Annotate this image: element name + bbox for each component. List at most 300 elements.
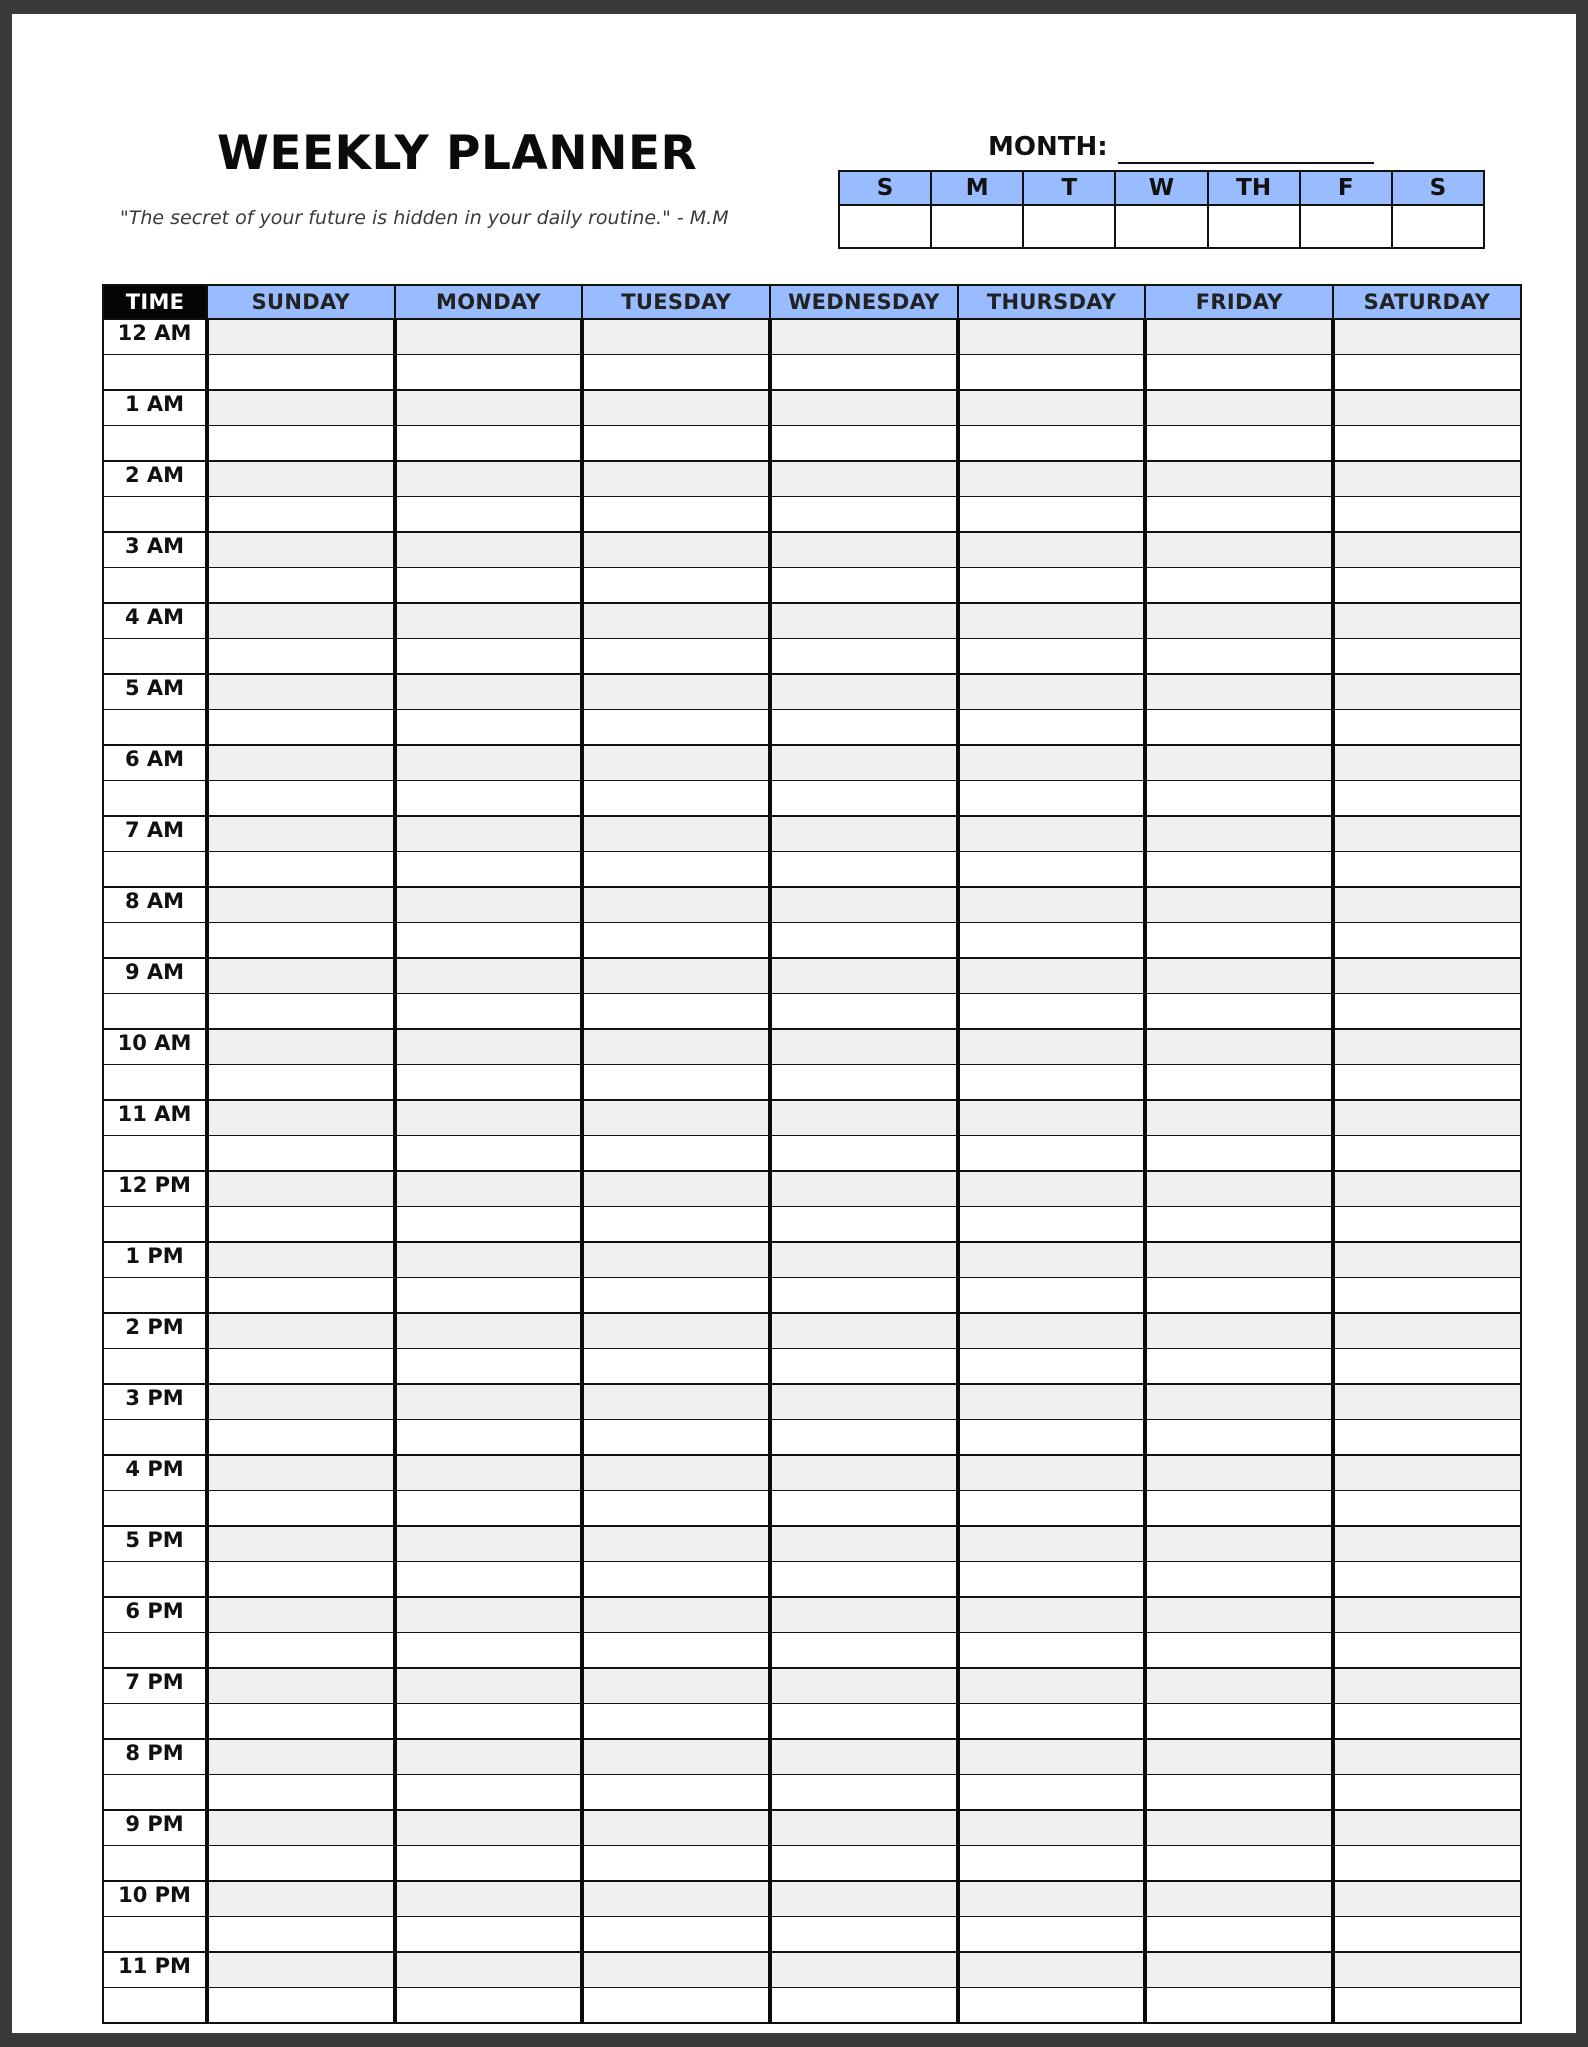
schedule-cell-monday[interactable] xyxy=(395,994,583,1030)
schedule-cell-sunday[interactable] xyxy=(207,1739,395,1775)
schedule-cell-wednesday[interactable] xyxy=(770,1704,958,1740)
schedule-cell-saturday[interactable] xyxy=(1333,994,1521,1030)
schedule-cell-wednesday[interactable] xyxy=(770,1207,958,1243)
schedule-cell-tuesday[interactable] xyxy=(582,1491,770,1527)
schedule-cell-wednesday[interactable] xyxy=(770,1775,958,1811)
schedule-cell-thursday[interactable] xyxy=(958,816,1146,852)
schedule-cell-sunday[interactable] xyxy=(207,390,395,426)
schedule-cell-tuesday[interactable] xyxy=(582,887,770,923)
schedule-cell-thursday[interactable] xyxy=(958,1917,1146,1953)
schedule-cell-sunday[interactable] xyxy=(207,319,395,355)
schedule-cell-sunday[interactable] xyxy=(207,1810,395,1846)
schedule-cell-friday[interactable] xyxy=(1145,497,1333,533)
schedule-cell-friday[interactable] xyxy=(1145,816,1333,852)
schedule-cell-monday[interactable] xyxy=(395,461,583,497)
schedule-cell-friday[interactable] xyxy=(1145,603,1333,639)
schedule-cell-thursday[interactable] xyxy=(958,1633,1146,1669)
schedule-cell-sunday[interactable] xyxy=(207,1988,395,2024)
schedule-cell-tuesday[interactable] xyxy=(582,1065,770,1101)
schedule-cell-saturday[interactable] xyxy=(1333,1207,1521,1243)
schedule-cell-wednesday[interactable] xyxy=(770,1597,958,1633)
schedule-cell-friday[interactable] xyxy=(1145,1065,1333,1101)
schedule-cell-wednesday[interactable] xyxy=(770,887,958,923)
schedule-cell-thursday[interactable] xyxy=(958,1455,1146,1491)
schedule-cell-tuesday[interactable] xyxy=(582,1278,770,1314)
schedule-cell-thursday[interactable] xyxy=(958,639,1146,675)
schedule-cell-saturday[interactable] xyxy=(1333,568,1521,604)
schedule-cell-friday[interactable] xyxy=(1145,461,1333,497)
schedule-cell-sunday[interactable] xyxy=(207,1704,395,1740)
schedule-cell-sunday[interactable] xyxy=(207,1597,395,1633)
schedule-cell-monday[interactable] xyxy=(395,426,583,462)
schedule-cell-thursday[interactable] xyxy=(958,710,1146,746)
schedule-cell-saturday[interactable] xyxy=(1333,461,1521,497)
schedule-cell-sunday[interactable] xyxy=(207,958,395,994)
schedule-cell-tuesday[interactable] xyxy=(582,426,770,462)
schedule-cell-thursday[interactable] xyxy=(958,1207,1146,1243)
schedule-cell-sunday[interactable] xyxy=(207,1029,395,1065)
schedule-cell-tuesday[interactable] xyxy=(582,1562,770,1598)
schedule-cell-thursday[interactable] xyxy=(958,852,1146,888)
schedule-cell-thursday[interactable] xyxy=(958,1846,1146,1882)
schedule-cell-wednesday[interactable] xyxy=(770,1988,958,2024)
schedule-cell-tuesday[interactable] xyxy=(582,923,770,959)
schedule-cell-saturday[interactable] xyxy=(1333,1562,1521,1598)
schedule-cell-monday[interactable] xyxy=(395,1597,583,1633)
schedule-cell-thursday[interactable] xyxy=(958,958,1146,994)
schedule-cell-tuesday[interactable] xyxy=(582,1100,770,1136)
schedule-cell-wednesday[interactable] xyxy=(770,745,958,781)
schedule-cell-tuesday[interactable] xyxy=(582,319,770,355)
schedule-cell-wednesday[interactable] xyxy=(770,958,958,994)
schedule-cell-wednesday[interactable] xyxy=(770,816,958,852)
schedule-cell-friday[interactable] xyxy=(1145,1597,1333,1633)
schedule-cell-thursday[interactable] xyxy=(958,568,1146,604)
schedule-cell-thursday[interactable] xyxy=(958,1384,1146,1420)
schedule-cell-saturday[interactable] xyxy=(1333,355,1521,391)
schedule-cell-wednesday[interactable] xyxy=(770,1846,958,1882)
schedule-cell-sunday[interactable] xyxy=(207,497,395,533)
schedule-cell-saturday[interactable] xyxy=(1333,1065,1521,1101)
schedule-cell-thursday[interactable] xyxy=(958,1420,1146,1456)
schedule-cell-wednesday[interactable] xyxy=(770,1171,958,1207)
schedule-cell-sunday[interactable] xyxy=(207,1633,395,1669)
schedule-cell-tuesday[interactable] xyxy=(582,1384,770,1420)
schedule-cell-thursday[interactable] xyxy=(958,603,1146,639)
schedule-cell-friday[interactable] xyxy=(1145,1029,1333,1065)
schedule-cell-wednesday[interactable] xyxy=(770,1810,958,1846)
schedule-cell-sunday[interactable] xyxy=(207,639,395,675)
schedule-cell-sunday[interactable] xyxy=(207,1526,395,1562)
schedule-cell-saturday[interactable] xyxy=(1333,390,1521,426)
schedule-cell-saturday[interactable] xyxy=(1333,887,1521,923)
schedule-cell-sunday[interactable] xyxy=(207,461,395,497)
schedule-cell-tuesday[interactable] xyxy=(582,1313,770,1349)
schedule-cell-friday[interactable] xyxy=(1145,319,1333,355)
schedule-cell-thursday[interactable] xyxy=(958,532,1146,568)
schedule-cell-monday[interactable] xyxy=(395,603,583,639)
schedule-cell-saturday[interactable] xyxy=(1333,1881,1521,1917)
schedule-cell-wednesday[interactable] xyxy=(770,1349,958,1385)
schedule-cell-sunday[interactable] xyxy=(207,568,395,604)
schedule-cell-saturday[interactable] xyxy=(1333,426,1521,462)
schedule-cell-wednesday[interactable] xyxy=(770,923,958,959)
schedule-cell-thursday[interactable] xyxy=(958,1988,1146,2024)
schedule-cell-monday[interactable] xyxy=(395,710,583,746)
mini-calendar-date-cell[interactable] xyxy=(1392,205,1484,248)
schedule-cell-saturday[interactable] xyxy=(1333,1100,1521,1136)
schedule-cell-thursday[interactable] xyxy=(958,1810,1146,1846)
schedule-cell-monday[interactable] xyxy=(395,1349,583,1385)
schedule-cell-monday[interactable] xyxy=(395,1029,583,1065)
mini-calendar-date-cell[interactable] xyxy=(1208,205,1300,248)
schedule-cell-monday[interactable] xyxy=(395,319,583,355)
schedule-cell-thursday[interactable] xyxy=(958,781,1146,817)
schedule-cell-wednesday[interactable] xyxy=(770,994,958,1030)
schedule-cell-friday[interactable] xyxy=(1145,1881,1333,1917)
schedule-cell-thursday[interactable] xyxy=(958,1526,1146,1562)
schedule-cell-monday[interactable] xyxy=(395,1420,583,1456)
schedule-cell-tuesday[interactable] xyxy=(582,1881,770,1917)
schedule-cell-tuesday[interactable] xyxy=(582,639,770,675)
schedule-cell-wednesday[interactable] xyxy=(770,532,958,568)
schedule-cell-friday[interactable] xyxy=(1145,1810,1333,1846)
schedule-cell-saturday[interactable] xyxy=(1333,1455,1521,1491)
schedule-cell-friday[interactable] xyxy=(1145,639,1333,675)
schedule-cell-saturday[interactable] xyxy=(1333,1846,1521,1882)
schedule-cell-saturday[interactable] xyxy=(1333,1704,1521,1740)
schedule-cell-saturday[interactable] xyxy=(1333,1349,1521,1385)
schedule-cell-monday[interactable] xyxy=(395,1704,583,1740)
schedule-cell-sunday[interactable] xyxy=(207,1420,395,1456)
schedule-cell-monday[interactable] xyxy=(395,639,583,675)
schedule-cell-thursday[interactable] xyxy=(958,1242,1146,1278)
schedule-cell-sunday[interactable] xyxy=(207,355,395,391)
schedule-cell-tuesday[interactable] xyxy=(582,568,770,604)
schedule-cell-monday[interactable] xyxy=(395,1526,583,1562)
schedule-cell-wednesday[interactable] xyxy=(770,852,958,888)
schedule-cell-thursday[interactable] xyxy=(958,1952,1146,1988)
schedule-cell-thursday[interactable] xyxy=(958,1029,1146,1065)
schedule-cell-wednesday[interactable] xyxy=(770,674,958,710)
schedule-cell-sunday[interactable] xyxy=(207,1668,395,1704)
schedule-cell-wednesday[interactable] xyxy=(770,1029,958,1065)
schedule-cell-friday[interactable] xyxy=(1145,1207,1333,1243)
schedule-cell-monday[interactable] xyxy=(395,1668,583,1704)
schedule-cell-friday[interactable] xyxy=(1145,781,1333,817)
schedule-cell-saturday[interactable] xyxy=(1333,1136,1521,1172)
schedule-cell-tuesday[interactable] xyxy=(582,745,770,781)
schedule-cell-monday[interactable] xyxy=(395,1455,583,1491)
schedule-cell-monday[interactable] xyxy=(395,1136,583,1172)
schedule-cell-saturday[interactable] xyxy=(1333,1278,1521,1314)
schedule-cell-saturday[interactable] xyxy=(1333,1313,1521,1349)
schedule-cell-saturday[interactable] xyxy=(1333,532,1521,568)
schedule-cell-monday[interactable] xyxy=(395,781,583,817)
mini-calendar-date-cell[interactable] xyxy=(839,205,931,248)
schedule-cell-thursday[interactable] xyxy=(958,1065,1146,1101)
schedule-cell-tuesday[interactable] xyxy=(582,994,770,1030)
schedule-cell-tuesday[interactable] xyxy=(582,1455,770,1491)
schedule-cell-wednesday[interactable] xyxy=(770,390,958,426)
schedule-cell-thursday[interactable] xyxy=(958,1597,1146,1633)
schedule-cell-thursday[interactable] xyxy=(958,1349,1146,1385)
schedule-cell-monday[interactable] xyxy=(395,887,583,923)
schedule-cell-wednesday[interactable] xyxy=(770,1313,958,1349)
schedule-cell-wednesday[interactable] xyxy=(770,497,958,533)
schedule-cell-wednesday[interactable] xyxy=(770,639,958,675)
schedule-cell-monday[interactable] xyxy=(395,745,583,781)
schedule-cell-saturday[interactable] xyxy=(1333,1384,1521,1420)
schedule-cell-friday[interactable] xyxy=(1145,1491,1333,1527)
schedule-cell-thursday[interactable] xyxy=(958,1171,1146,1207)
schedule-cell-wednesday[interactable] xyxy=(770,710,958,746)
schedule-cell-monday[interactable] xyxy=(395,958,583,994)
schedule-cell-thursday[interactable] xyxy=(958,1562,1146,1598)
schedule-cell-tuesday[interactable] xyxy=(582,1207,770,1243)
schedule-cell-thursday[interactable] xyxy=(958,497,1146,533)
schedule-cell-friday[interactable] xyxy=(1145,1668,1333,1704)
schedule-cell-sunday[interactable] xyxy=(207,994,395,1030)
schedule-cell-sunday[interactable] xyxy=(207,1242,395,1278)
schedule-cell-monday[interactable] xyxy=(395,1562,583,1598)
schedule-cell-sunday[interactable] xyxy=(207,816,395,852)
schedule-cell-friday[interactable] xyxy=(1145,710,1333,746)
schedule-cell-monday[interactable] xyxy=(395,1739,583,1775)
schedule-cell-tuesday[interactable] xyxy=(582,1597,770,1633)
schedule-cell-sunday[interactable] xyxy=(207,710,395,746)
schedule-cell-saturday[interactable] xyxy=(1333,1917,1521,1953)
schedule-cell-tuesday[interactable] xyxy=(582,1349,770,1385)
schedule-cell-saturday[interactable] xyxy=(1333,319,1521,355)
schedule-cell-sunday[interactable] xyxy=(207,1917,395,1953)
schedule-cell-tuesday[interactable] xyxy=(582,674,770,710)
schedule-cell-saturday[interactable] xyxy=(1333,1420,1521,1456)
schedule-cell-friday[interactable] xyxy=(1145,1526,1333,1562)
schedule-cell-wednesday[interactable] xyxy=(770,1952,958,1988)
schedule-cell-monday[interactable] xyxy=(395,532,583,568)
schedule-cell-thursday[interactable] xyxy=(958,355,1146,391)
schedule-cell-wednesday[interactable] xyxy=(770,1242,958,1278)
schedule-cell-friday[interactable] xyxy=(1145,1349,1333,1385)
schedule-cell-saturday[interactable] xyxy=(1333,1171,1521,1207)
schedule-cell-saturday[interactable] xyxy=(1333,1810,1521,1846)
schedule-cell-tuesday[interactable] xyxy=(582,1420,770,1456)
schedule-cell-monday[interactable] xyxy=(395,1278,583,1314)
schedule-cell-tuesday[interactable] xyxy=(582,1704,770,1740)
schedule-cell-friday[interactable] xyxy=(1145,1242,1333,1278)
schedule-cell-thursday[interactable] xyxy=(958,1881,1146,1917)
schedule-cell-sunday[interactable] xyxy=(207,1313,395,1349)
schedule-cell-monday[interactable] xyxy=(395,1491,583,1527)
schedule-cell-tuesday[interactable] xyxy=(582,461,770,497)
schedule-cell-monday[interactable] xyxy=(395,1100,583,1136)
schedule-cell-thursday[interactable] xyxy=(958,1491,1146,1527)
schedule-cell-monday[interactable] xyxy=(395,1171,583,1207)
schedule-cell-thursday[interactable] xyxy=(958,1668,1146,1704)
schedule-cell-sunday[interactable] xyxy=(207,923,395,959)
schedule-cell-saturday[interactable] xyxy=(1333,852,1521,888)
schedule-cell-monday[interactable] xyxy=(395,1065,583,1101)
schedule-cell-friday[interactable] xyxy=(1145,1100,1333,1136)
schedule-cell-saturday[interactable] xyxy=(1333,497,1521,533)
mini-calendar-date-cell[interactable] xyxy=(1023,205,1115,248)
schedule-cell-friday[interactable] xyxy=(1145,1171,1333,1207)
schedule-cell-friday[interactable] xyxy=(1145,532,1333,568)
schedule-cell-saturday[interactable] xyxy=(1333,816,1521,852)
schedule-cell-monday[interactable] xyxy=(395,1988,583,2024)
schedule-cell-thursday[interactable] xyxy=(958,923,1146,959)
schedule-cell-saturday[interactable] xyxy=(1333,1242,1521,1278)
schedule-cell-tuesday[interactable] xyxy=(582,1988,770,2024)
schedule-cell-wednesday[interactable] xyxy=(770,1633,958,1669)
schedule-cell-friday[interactable] xyxy=(1145,923,1333,959)
schedule-cell-monday[interactable] xyxy=(395,568,583,604)
schedule-cell-friday[interactable] xyxy=(1145,1917,1333,1953)
schedule-cell-friday[interactable] xyxy=(1145,745,1333,781)
schedule-cell-wednesday[interactable] xyxy=(770,1562,958,1598)
schedule-cell-tuesday[interactable] xyxy=(582,390,770,426)
schedule-cell-wednesday[interactable] xyxy=(770,1420,958,1456)
schedule-cell-monday[interactable] xyxy=(395,390,583,426)
schedule-cell-monday[interactable] xyxy=(395,674,583,710)
schedule-cell-tuesday[interactable] xyxy=(582,1810,770,1846)
schedule-cell-thursday[interactable] xyxy=(958,745,1146,781)
schedule-cell-wednesday[interactable] xyxy=(770,426,958,462)
schedule-cell-monday[interactable] xyxy=(395,1881,583,1917)
schedule-cell-tuesday[interactable] xyxy=(582,1952,770,1988)
schedule-cell-wednesday[interactable] xyxy=(770,1455,958,1491)
schedule-cell-friday[interactable] xyxy=(1145,994,1333,1030)
schedule-cell-wednesday[interactable] xyxy=(770,1065,958,1101)
schedule-cell-friday[interactable] xyxy=(1145,1775,1333,1811)
schedule-cell-tuesday[interactable] xyxy=(582,1739,770,1775)
schedule-cell-tuesday[interactable] xyxy=(582,1775,770,1811)
schedule-cell-tuesday[interactable] xyxy=(582,781,770,817)
schedule-cell-sunday[interactable] xyxy=(207,1775,395,1811)
schedule-cell-monday[interactable] xyxy=(395,1810,583,1846)
schedule-cell-tuesday[interactable] xyxy=(582,532,770,568)
schedule-cell-wednesday[interactable] xyxy=(770,461,958,497)
schedule-cell-monday[interactable] xyxy=(395,1384,583,1420)
schedule-cell-sunday[interactable] xyxy=(207,1562,395,1598)
schedule-cell-saturday[interactable] xyxy=(1333,923,1521,959)
schedule-cell-wednesday[interactable] xyxy=(770,1278,958,1314)
schedule-cell-saturday[interactable] xyxy=(1333,674,1521,710)
schedule-cell-friday[interactable] xyxy=(1145,674,1333,710)
schedule-cell-friday[interactable] xyxy=(1145,1562,1333,1598)
schedule-cell-thursday[interactable] xyxy=(958,390,1146,426)
schedule-cell-sunday[interactable] xyxy=(207,1278,395,1314)
schedule-cell-sunday[interactable] xyxy=(207,603,395,639)
schedule-cell-monday[interactable] xyxy=(395,1313,583,1349)
schedule-cell-wednesday[interactable] xyxy=(770,319,958,355)
schedule-cell-thursday[interactable] xyxy=(958,1775,1146,1811)
schedule-cell-saturday[interactable] xyxy=(1333,1526,1521,1562)
schedule-cell-saturday[interactable] xyxy=(1333,781,1521,817)
schedule-cell-monday[interactable] xyxy=(395,852,583,888)
schedule-cell-tuesday[interactable] xyxy=(582,958,770,994)
mini-calendar-date-cell[interactable] xyxy=(931,205,1023,248)
schedule-cell-friday[interactable] xyxy=(1145,1704,1333,1740)
schedule-cell-saturday[interactable] xyxy=(1333,1988,1521,2024)
schedule-cell-sunday[interactable] xyxy=(207,1384,395,1420)
schedule-cell-monday[interactable] xyxy=(395,355,583,391)
schedule-cell-tuesday[interactable] xyxy=(582,355,770,391)
schedule-cell-wednesday[interactable] xyxy=(770,1917,958,1953)
schedule-cell-monday[interactable] xyxy=(395,1917,583,1953)
schedule-cell-sunday[interactable] xyxy=(207,1881,395,1917)
schedule-cell-monday[interactable] xyxy=(395,923,583,959)
schedule-cell-sunday[interactable] xyxy=(207,1455,395,1491)
schedule-cell-monday[interactable] xyxy=(395,1846,583,1882)
schedule-cell-saturday[interactable] xyxy=(1333,639,1521,675)
schedule-cell-thursday[interactable] xyxy=(958,674,1146,710)
schedule-cell-friday[interactable] xyxy=(1145,1739,1333,1775)
schedule-cell-tuesday[interactable] xyxy=(582,1917,770,1953)
schedule-cell-sunday[interactable] xyxy=(207,1065,395,1101)
schedule-cell-tuesday[interactable] xyxy=(582,1668,770,1704)
schedule-cell-monday[interactable] xyxy=(395,1633,583,1669)
schedule-cell-thursday[interactable] xyxy=(958,887,1146,923)
schedule-cell-monday[interactable] xyxy=(395,497,583,533)
month-input-line[interactable] xyxy=(1118,162,1374,164)
schedule-cell-friday[interactable] xyxy=(1145,568,1333,604)
schedule-cell-sunday[interactable] xyxy=(207,1171,395,1207)
schedule-cell-saturday[interactable] xyxy=(1333,1739,1521,1775)
schedule-cell-friday[interactable] xyxy=(1145,1633,1333,1669)
schedule-cell-saturday[interactable] xyxy=(1333,603,1521,639)
schedule-cell-tuesday[interactable] xyxy=(582,497,770,533)
schedule-cell-monday[interactable] xyxy=(395,816,583,852)
schedule-cell-friday[interactable] xyxy=(1145,1136,1333,1172)
schedule-cell-sunday[interactable] xyxy=(207,1952,395,1988)
schedule-cell-saturday[interactable] xyxy=(1333,710,1521,746)
schedule-cell-friday[interactable] xyxy=(1145,1846,1333,1882)
schedule-cell-friday[interactable] xyxy=(1145,355,1333,391)
schedule-cell-monday[interactable] xyxy=(395,1775,583,1811)
schedule-cell-tuesday[interactable] xyxy=(582,1526,770,1562)
mini-calendar-date-cell[interactable] xyxy=(1115,205,1207,248)
schedule-cell-thursday[interactable] xyxy=(958,1278,1146,1314)
schedule-cell-tuesday[interactable] xyxy=(582,1633,770,1669)
schedule-cell-wednesday[interactable] xyxy=(770,1668,958,1704)
schedule-cell-tuesday[interactable] xyxy=(582,1846,770,1882)
schedule-cell-thursday[interactable] xyxy=(958,426,1146,462)
schedule-cell-friday[interactable] xyxy=(1145,1420,1333,1456)
schedule-cell-thursday[interactable] xyxy=(958,994,1146,1030)
schedule-cell-sunday[interactable] xyxy=(207,781,395,817)
schedule-cell-tuesday[interactable] xyxy=(582,1242,770,1278)
schedule-cell-sunday[interactable] xyxy=(207,1136,395,1172)
schedule-cell-friday[interactable] xyxy=(1145,1278,1333,1314)
schedule-cell-tuesday[interactable] xyxy=(582,710,770,746)
schedule-cell-sunday[interactable] xyxy=(207,1100,395,1136)
schedule-cell-saturday[interactable] xyxy=(1333,1633,1521,1669)
schedule-cell-friday[interactable] xyxy=(1145,1455,1333,1491)
schedule-cell-saturday[interactable] xyxy=(1333,1775,1521,1811)
schedule-cell-thursday[interactable] xyxy=(958,1136,1146,1172)
schedule-cell-sunday[interactable] xyxy=(207,1349,395,1385)
schedule-cell-thursday[interactable] xyxy=(958,1313,1146,1349)
schedule-cell-wednesday[interactable] xyxy=(770,781,958,817)
schedule-cell-thursday[interactable] xyxy=(958,1704,1146,1740)
schedule-cell-friday[interactable] xyxy=(1145,887,1333,923)
schedule-cell-saturday[interactable] xyxy=(1333,1597,1521,1633)
schedule-cell-saturday[interactable] xyxy=(1333,1491,1521,1527)
schedule-cell-sunday[interactable] xyxy=(207,745,395,781)
schedule-cell-friday[interactable] xyxy=(1145,1952,1333,1988)
